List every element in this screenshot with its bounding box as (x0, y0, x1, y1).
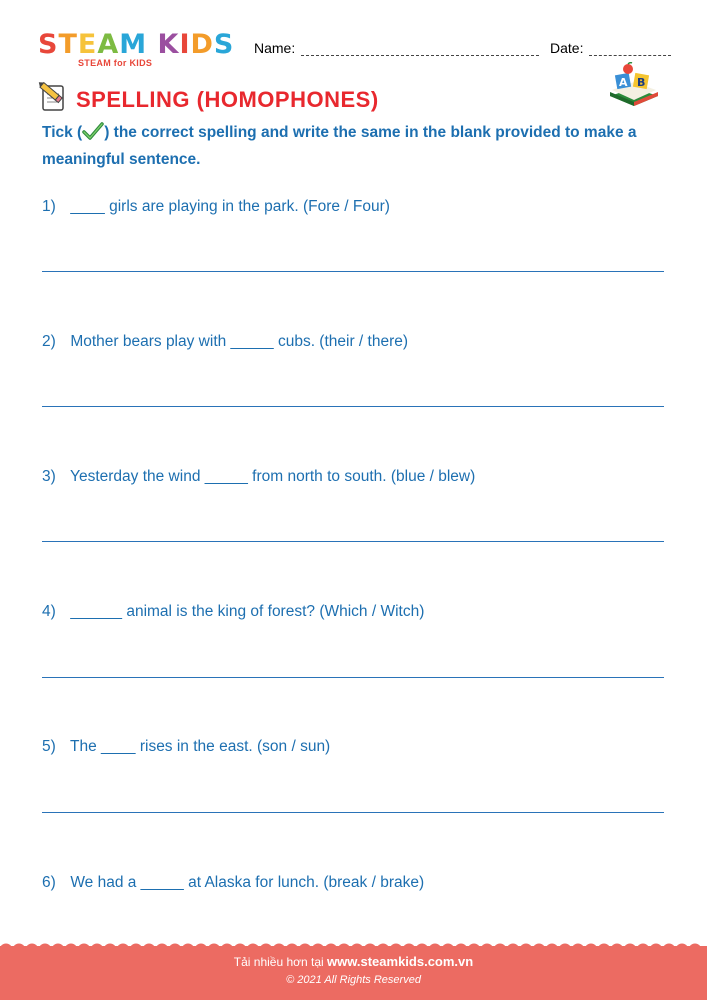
brand-letter (147, 30, 157, 60)
checkmark-icon (82, 121, 104, 148)
date-label: Date: (550, 40, 584, 56)
question-4 (42, 603, 424, 621)
name-line (301, 43, 539, 56)
brand-letter: S (213, 29, 235, 60)
question-text: ______ animal is the king of forest? (Which / Witch) (70, 603, 425, 620)
footer-download-text (0, 954, 707, 969)
answer-line-5[interactable] (42, 812, 664, 813)
answer-line-2[interactable] (42, 406, 664, 407)
footer (0, 946, 707, 1000)
question-number: 6) (42, 874, 56, 891)
instruction-before: Tick ( (42, 124, 83, 141)
footer-copyright: © 2021 All Rights Reserved (286, 974, 421, 986)
brand-letter: S (38, 29, 59, 60)
abc-book-icon (606, 62, 662, 117)
footer-site-link[interactable]: www.steamkids.com.vn (327, 954, 474, 969)
question-number: 3) (42, 468, 56, 485)
brand-letter: A (97, 29, 120, 60)
question-text: The ____ rises in the east. (son / sun) (70, 738, 331, 755)
name-label: Name: (254, 40, 296, 56)
instruction (42, 121, 682, 171)
answer-line-4[interactable] (42, 677, 664, 678)
question-number: 4) (42, 603, 56, 620)
date-line (589, 43, 671, 56)
question-text: Yesterday the wind _____ from north to south. (blue / blew) (70, 468, 476, 485)
brand-letter: T (58, 29, 78, 60)
brand-letter: E (77, 29, 98, 60)
instruction-after: ) the correct spelling and write the same in the blank provided to make a meaningful sentence. (42, 124, 637, 168)
title-sub: (HOMOPHONES) (196, 86, 379, 112)
question-text: We had a _____ at Alaska for lunch. (break / brake) (70, 874, 425, 891)
question-1 (42, 198, 390, 216)
question-text: ____ girls are playing in the park. (Fore / Four) (70, 198, 390, 215)
book-letter-b: B (637, 76, 646, 89)
book-letter-a: A (619, 76, 628, 89)
answer-line-3[interactable] (42, 541, 664, 542)
brand-tagline: STEAM for KIDS (78, 58, 153, 68)
question-6 (42, 874, 424, 892)
question-number: 5) (42, 738, 56, 755)
footer-prefix: Tải nhiều hơn tại (233, 955, 328, 969)
date-field[interactable] (550, 40, 671, 56)
brand-letter: I (179, 29, 191, 60)
brand-letter: M (119, 29, 148, 60)
answer-line-1[interactable] (42, 271, 664, 272)
question-number: 2) (42, 333, 56, 350)
brand-letter: K (157, 29, 180, 60)
pencil-paper-icon (36, 80, 70, 119)
brand-name (38, 30, 238, 60)
name-field[interactable] (254, 40, 539, 56)
question-2 (42, 333, 408, 351)
question-number: 1) (42, 198, 56, 215)
brand-letter: D (190, 29, 214, 60)
worksheet-title (36, 80, 379, 119)
brand-logo (38, 30, 238, 70)
question-3 (42, 468, 475, 486)
question-5 (42, 738, 330, 756)
question-text: Mother bears play with _____ cubs. (their / there) (70, 333, 409, 350)
title-main: SPELLING (76, 86, 191, 112)
